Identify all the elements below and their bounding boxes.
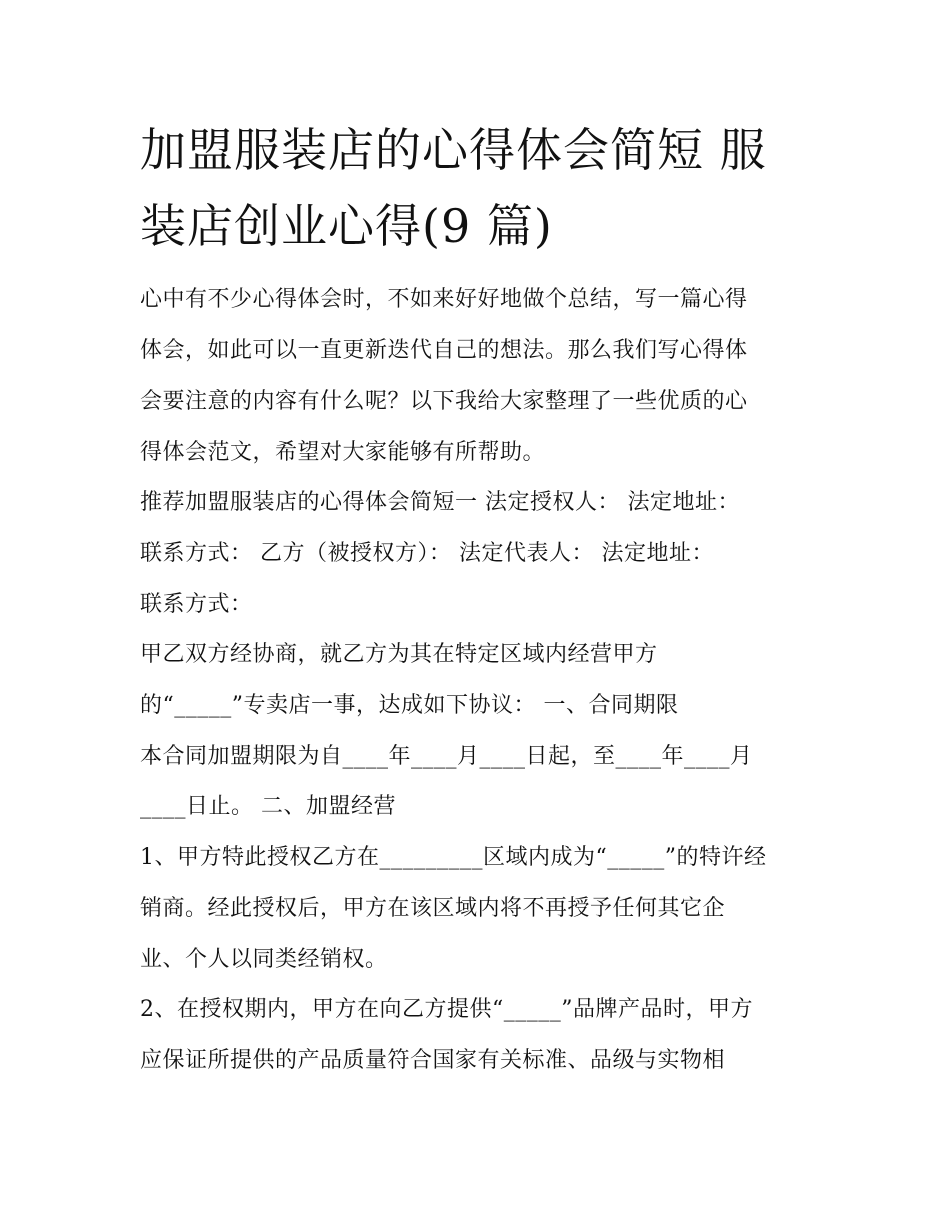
body-line-5: 推荐加盟服装店的心得体会简短一 法定授权人： 法定地址： bbox=[140, 490, 740, 515]
body-line-13: 销商。经此授权后，甲方在该区域内将不再授予任何其它企 bbox=[140, 896, 726, 921]
body-line-2: 体会，如此可以一直更新迭代自己的想法。那么我们写心得体 bbox=[140, 338, 748, 363]
body-line-9: 的“_____”专卖店一事，达成如下协议： 一、合同期限 bbox=[140, 693, 679, 718]
body-line-8: 甲乙双方经协商，就乙方为其在特定区域内经营甲方 bbox=[140, 642, 658, 667]
body-line-12: 1、甲方特此授权乙方在_________区域内成为“_____”的特许经 bbox=[140, 845, 767, 870]
body-line-14: 业、个人以同类经销权。 bbox=[140, 947, 388, 972]
title-line-2: 装店创业心得(9 篇) bbox=[140, 199, 553, 253]
document-title bbox=[140, 112, 820, 264]
body-line-6: 联系方式： 乙方（被授权方）： 法定代表人： 法定地址： bbox=[140, 541, 714, 566]
title-line-1: 加盟服装店的心得体会简短 服 bbox=[140, 123, 767, 177]
body-line-3: 会要注意的内容有什么呢？以下我给大家整理了一些优质的心 bbox=[140, 389, 748, 414]
body-line-10: 本合同加盟期限为自____年____月____日起，至____年____月 bbox=[140, 744, 753, 769]
body-line-7: 联系方式： bbox=[140, 592, 253, 617]
body-line-15: 2、在授权期内，甲方在向乙方提供“_____”品牌产品时，甲方 bbox=[140, 997, 753, 1022]
body-line-4: 得体会范文，希望对大家能够有所帮助。 bbox=[140, 440, 546, 465]
body-line-16: 应保证所提供的产品质量符合国家有关标准、品级与实物相 bbox=[140, 1048, 726, 1073]
body-line-11: ____日止。 二、加盟经营 bbox=[140, 794, 396, 819]
body-line-1: 心中有不少心得体会时，不如来好好地做个总结，写一篇心得 bbox=[140, 287, 748, 312]
